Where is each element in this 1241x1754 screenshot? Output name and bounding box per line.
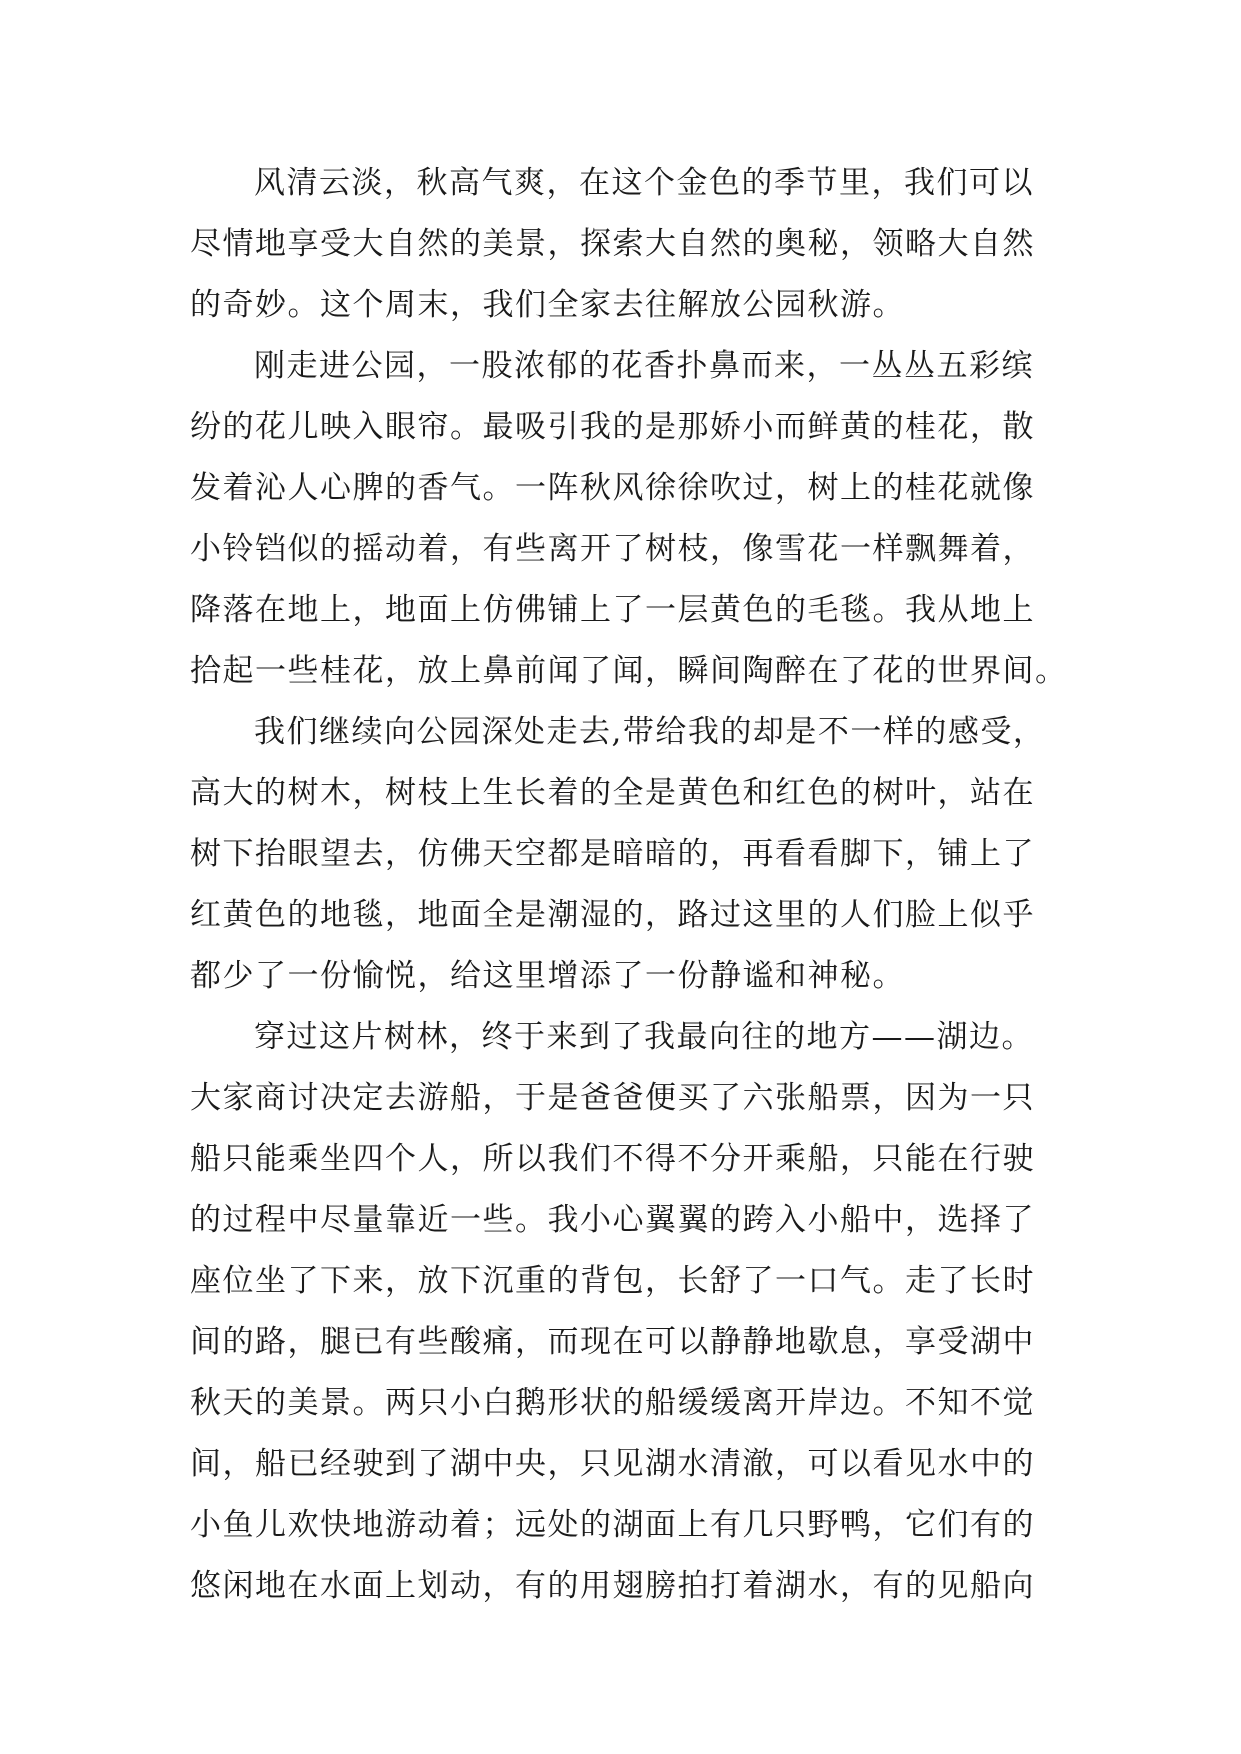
text-line: 纷的花儿映入眼帘。最吸引我的是那娇小而鲜黄的桂花，散 xyxy=(190,409,1035,445)
text-line: 拾起一些桂花，放上鼻前闻了闻，瞬间陶醉在了花的世界间。 xyxy=(190,653,1068,689)
text-line: 风清云淡，秋高气爽，在这个金色的季节里，我们可以 xyxy=(254,165,1034,201)
text-line: 红黄色的地毯，地面全是潮湿的，路过这里的人们脸上似乎 xyxy=(190,897,1035,933)
text-line: 的奇妙。这个周末，我们全家去往解放公园秋游。 xyxy=(190,287,905,323)
text-line: 的过程中尽量靠近一些。我小心翼翼的跨入小船中，选择了 xyxy=(190,1202,1035,1238)
text-line: 小鱼儿欢快地游动着；远处的湖面上有几只野鸭，它们有的 xyxy=(190,1507,1035,1543)
text-line: 穿过这片树林，终于来到了我最向往的地方——湖边。 xyxy=(254,1019,1034,1055)
text-line: 秋天的美景。两只小白鹅形状的船缓缓离开岸边。不知不觉 xyxy=(190,1385,1035,1421)
text-line: 船只能乘坐四个人，所以我们不得不分开乘船，只能在行驶 xyxy=(190,1141,1035,1177)
text-line: 我们继续向公园深处走去,带给我的却是不一样的感受， xyxy=(254,714,1046,750)
text-line: 间的路，腿已有些酸痛，而现在可以静静地歇息，享受湖中 xyxy=(190,1324,1035,1360)
text-line: 尽情地享受大自然的美景，探索大自然的奥秘，领略大自然 xyxy=(190,226,1035,262)
text-line: 座位坐了下来，放下沉重的背包，长舒了一口气。走了长时 xyxy=(190,1263,1035,1299)
text-line: 树下抬眼望去，仿佛天空都是暗暗的，再看看脚下，铺上了 xyxy=(190,836,1035,872)
text-line: 高大的树木，树枝上生长着的全是黄色和红色的树叶，站在 xyxy=(190,775,1035,811)
text-line: 发着沁人心脾的香气。一阵秋风徐徐吹过，树上的桂花就像 xyxy=(190,470,1035,506)
text-line: 降落在地上，地面上仿佛铺上了一层黄色的毛毯。我从地上 xyxy=(190,592,1035,628)
text-line: 间，船已经驶到了湖中央，只见湖水清澈，可以看见水中的 xyxy=(190,1446,1035,1482)
essay-body xyxy=(190,153,1070,1617)
text-line: 都少了一份愉悦，给这里增添了一份静谧和神秘。 xyxy=(190,958,905,994)
text-line: 小铃铛似的摇动着，有些离开了树枝，像雪花一样飘舞着， xyxy=(190,531,1035,567)
text-line: 悠闲地在水面上划动，有的用翅膀拍打着湖水，有的见船向 xyxy=(190,1568,1035,1604)
text-line: 刚走进公园，一股浓郁的花香扑鼻而来，一丛丛五彩缤 xyxy=(254,348,1034,384)
text-line: 大家商讨决定去游船，于是爸爸便买了六张船票，因为一只 xyxy=(190,1080,1035,1116)
